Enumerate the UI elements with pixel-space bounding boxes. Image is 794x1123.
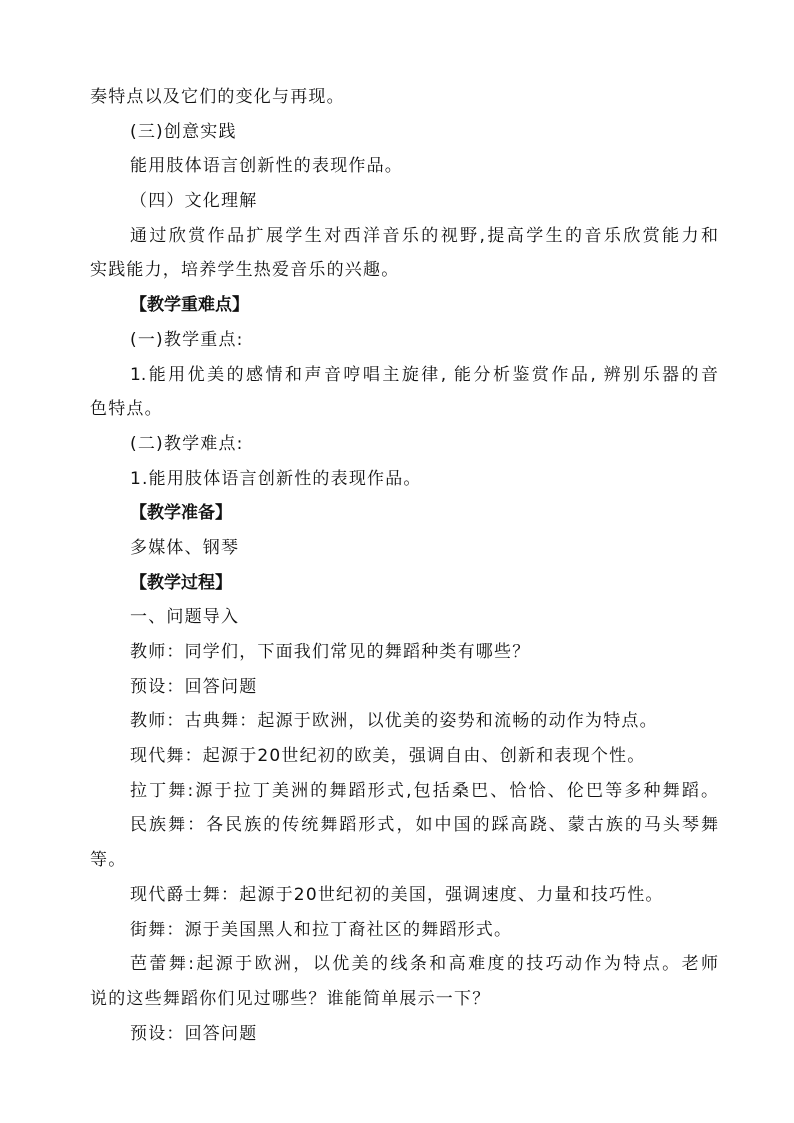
text-line: 民族舞：各民族的传统舞蹈形式，如中国的踩高跷、蒙古族的马头琴舞 bbox=[130, 815, 718, 836]
text-line: 奏特点以及它们的变化与再现。 bbox=[90, 87, 345, 107]
text-line: 教师：古典舞：起源于欧洲，以优美的姿势和流畅的动作为特点。 bbox=[130, 711, 658, 732]
text-line: 预设：回答问题 bbox=[130, 1023, 258, 1044]
text-line: 预设：回答问题 bbox=[130, 676, 258, 697]
text-line: 多媒体、钢琴 bbox=[130, 537, 240, 558]
text-line: 通过欣赏作品扩展学生对西洋音乐的视野,提高学生的音乐欣赏能力和 bbox=[130, 225, 718, 246]
text-line: 等。 bbox=[90, 850, 127, 871]
bold-heading: 【教学过程】 bbox=[130, 572, 232, 593]
text-line: 拉丁舞:源于拉丁美洲的舞蹈形式,包括桑巴、恰恰、伦巴等多种舞蹈。 bbox=[130, 780, 718, 801]
text-line: 色特点。 bbox=[90, 399, 163, 420]
text-line: 现代爵士舞：起源于20世纪初的美国，强调速度、力量和技巧性。 bbox=[130, 884, 664, 905]
text-line: 说的这些舞蹈你们见过哪些？谁能简单展示一下？ bbox=[90, 988, 491, 1009]
section-heading: (一)教学重点: bbox=[130, 329, 244, 350]
text-line: 1.能用肢体语言创新性的表现作品。 bbox=[130, 468, 422, 489]
text-line: 芭蕾舞:起源于欧洲，以优美的线条和高难度的技巧动作为特点。老师 bbox=[130, 954, 718, 975]
text-line: 1.能用优美的感情和声音哼唱主旋律, 能分析鉴赏作品, 辨别乐器的音 bbox=[130, 364, 718, 385]
text-line: 能用肢体语言创新性的表现作品。 bbox=[130, 156, 403, 177]
bold-heading: 【教学重难点】 bbox=[130, 295, 249, 316]
document-page bbox=[90, 80, 718, 1051]
section-heading: (二)教学难点: bbox=[130, 433, 244, 454]
text-line: 街舞：源于美国黑人和拉丁裔社区的舞蹈形式。 bbox=[130, 919, 513, 940]
text-line: 教师：同学们，下面我们常见的舞蹈种类有哪些？ bbox=[130, 642, 531, 662]
text-line: 实践能力，培养学生热爱音乐的兴趣。 bbox=[90, 260, 400, 281]
text-line: 现代舞：起源于20世纪初的欧美，强调自由、创新和表现个性。 bbox=[130, 746, 646, 767]
section-heading: 一、问题导入 bbox=[130, 607, 240, 628]
section-heading: (三)创意实践 bbox=[130, 121, 237, 142]
section-heading: （四）文化理解 bbox=[130, 191, 258, 212]
bold-heading: 【教学准备】 bbox=[130, 503, 232, 524]
